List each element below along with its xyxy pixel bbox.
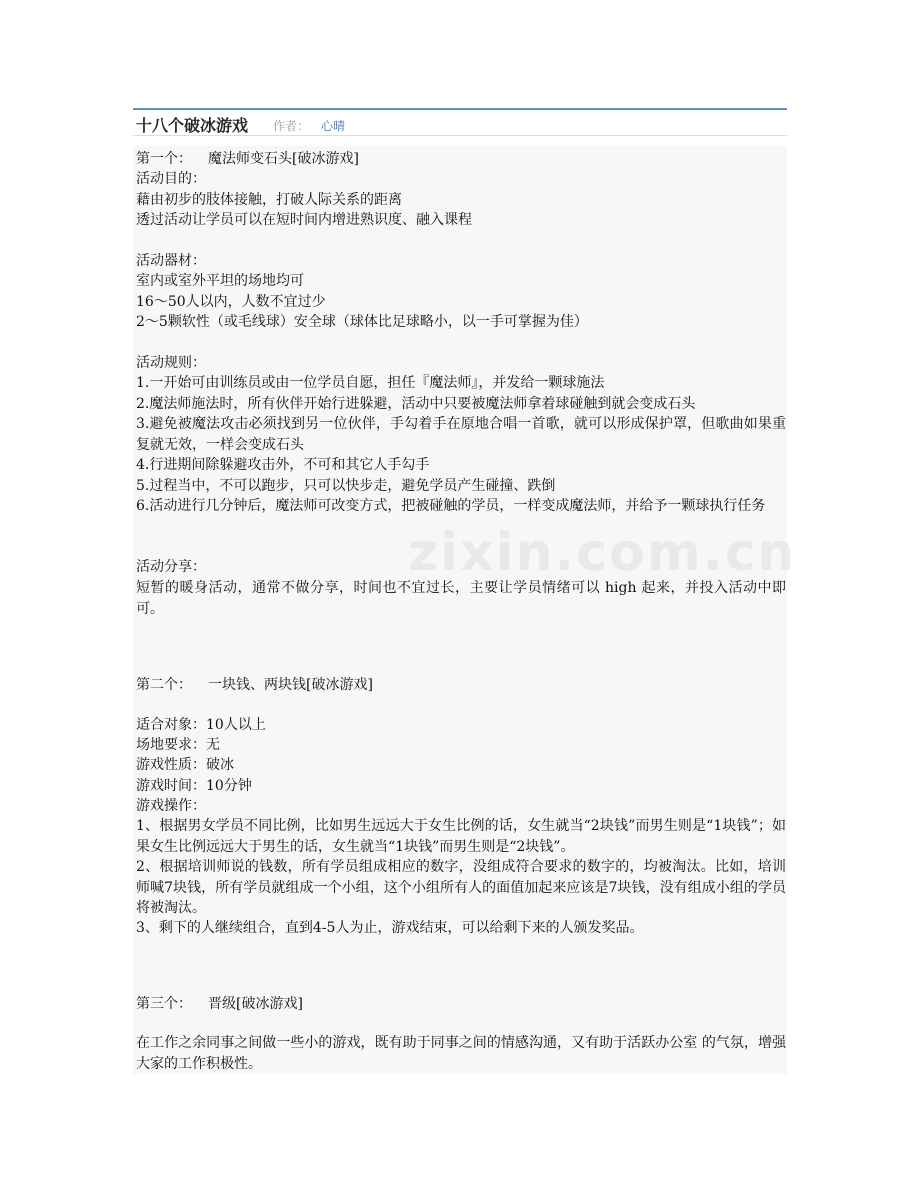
- purpose-line: 藉由初步的肢体接触，打破人际关系的距离: [136, 192, 402, 208]
- rule-item: 5.过程当中，不可以跑步，只可以快步走，避免学员产生碰撞、跌倒: [136, 478, 556, 494]
- duration-line: 游戏时间：10分钟: [136, 778, 252, 794]
- section-name: 晋级[破冰游戏]: [208, 996, 303, 1012]
- section-title: [136, 149, 359, 170]
- share-label: 活动分享：: [136, 559, 206, 575]
- section-title: [136, 675, 373, 696]
- rule-item: 3.避免被魔法攻击必须找到另一位伙伴，手勾着手在原地合唱一首歌，就可以形成保护罩，但歌曲如果重复就无效，一样会变成石头: [136, 416, 786, 453]
- equipment-line: 2～5颗软性（或毛线球）安全球（球体比足球略小，以一手可掌握为佳）: [136, 314, 588, 330]
- share-text: 短暂的暖身活动，通常不做分享，时间也不宜过长，主要让学员情绪可以 high 起来，并投入活动中即可。: [136, 580, 786, 617]
- section-number: 第三个：: [136, 996, 192, 1012]
- equipment-line: 室内或室外平坦的场地均可: [136, 273, 304, 289]
- rule-item: 1.一开始可由训练员或由一位学员自愿，担任『魔法师』，并发给一颗球施法: [136, 375, 605, 391]
- watermark: zixin.com.cn: [408, 523, 797, 583]
- article-title: 十八个破冰游戏: [136, 116, 249, 135]
- rule-item: 6.活动进行几分钟后，魔法师可改变方式，把被碰触的学员，一样变成魔法师，并给予一颗球执行任务: [136, 498, 766, 514]
- author-name-link[interactable]: 心晴: [321, 119, 346, 133]
- rule-item: 2.魔法师施法时，所有伙伴开始行进躲避，活动中只要被魔法师拿着球碰触到就会变成石头: [136, 396, 696, 412]
- op-item: 1、根据男女学员不同比例，比如男生远远大于女生比例的话，女生就当“2块钱”而男生则是“1块钱”；如果女生比例远远大于男生的话，女生就当“1块钱”而男生则是“2块钱”。: [136, 818, 786, 855]
- section-title: [136, 994, 303, 1015]
- author-label: 作者：: [273, 119, 310, 133]
- equipment-label: 活动器材：: [136, 253, 206, 269]
- rules-label: 活动规则：: [136, 355, 206, 371]
- article-body: [133, 146, 787, 1074]
- section-number: 第一个：: [136, 151, 192, 167]
- rule-item: 4.行进期间除躲避攻击外，不可和其它人手勾手: [136, 457, 430, 473]
- target-line: 适合对象：10人以上: [136, 717, 266, 733]
- venue-line: 场地要求：无: [136, 737, 220, 753]
- op-item: 2、根据培训师说的钱数，所有学员组成相应的数字，没组成符合要求的数字的，均被淘汰。比如，培训师喊7块钱，所有学员就组成一个小组，这个小组所有人的面值加起来应该是7块钱，没有组成小组的学员将被淘汰。: [136, 859, 786, 916]
- equipment-line: 16～50人以内，人数不宜过少: [136, 294, 326, 310]
- purpose-label: 活动目的：: [136, 171, 206, 187]
- nature-line: 游戏性质：破冰: [136, 757, 234, 773]
- op-item: 3、剩下的人继续组合，直到4-5人为止，游戏结束，可以给剩下来的人颁发奖品。: [136, 920, 644, 936]
- ops-label: 游戏操作：: [136, 798, 206, 814]
- purpose-line: 透过活动让学员可以在短时间内增进熟识度、融入课程: [136, 212, 472, 228]
- section-number: 第二个：: [136, 677, 192, 693]
- article-header: [133, 108, 787, 136]
- section-name: 魔法师变石头[破冰游戏]: [208, 151, 359, 167]
- section-name: 一块钱、两块钱[破冰游戏]: [208, 677, 373, 693]
- intro-text: 在工作之余同事之间做一些小的游戏，既有助于同事之间的情感沟通，又有助于活跃办公室 的气氛，增强大家的工作积极性。: [136, 1035, 786, 1072]
